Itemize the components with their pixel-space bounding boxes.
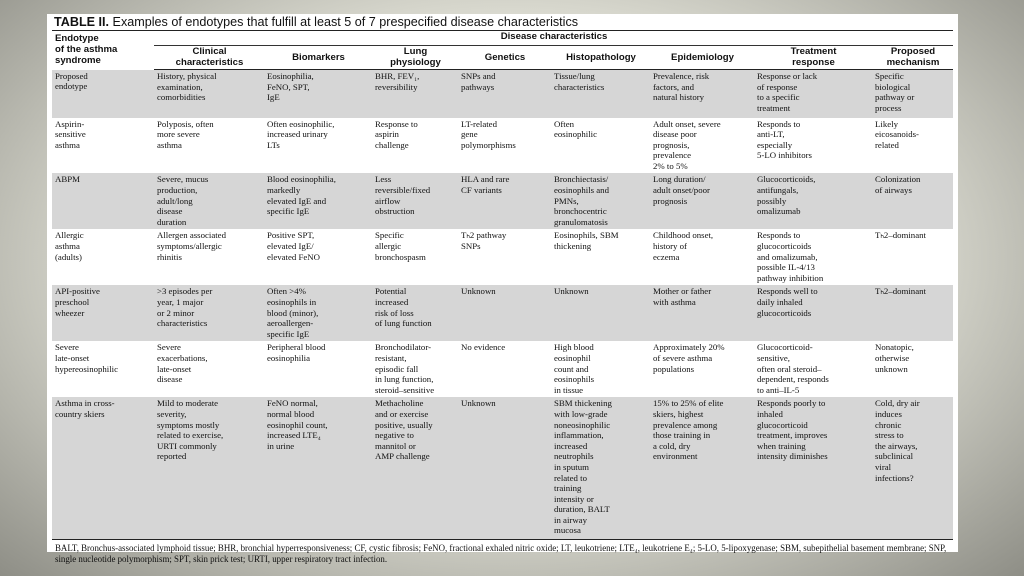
cell-biomarkers: Often >4% eosinophils in blood (minor), aeroallergen- specific IgE bbox=[264, 285, 372, 341]
table-row bbox=[52, 285, 953, 341]
table-row bbox=[52, 341, 953, 397]
cell-endotype: Severe late-onset hypereosinophilic bbox=[52, 341, 154, 397]
cell-proposed-mechanism: Specific biological pathway or process bbox=[872, 70, 953, 118]
cell-proposed-mechanism: Nonatopic, otherwise unknown bbox=[872, 341, 953, 397]
cell-lung-physiology: Potential increased risk of loss of lung function bbox=[372, 285, 458, 341]
cell-epidemiology: Childhood onset, history of eczema bbox=[650, 229, 754, 285]
cell-clinical: Allergen associated symptoms/allergic rhinitis bbox=[154, 229, 264, 285]
cell-treatment-response: Glucocorticoids, antifungals, possibly omalizumab bbox=[754, 173, 872, 229]
cell-proposed-mechanism: Tₕ2–dominant bbox=[872, 229, 953, 285]
cell-epidemiology: 15% to 25% of elite skiers, highest prevalence among those training in a cold, dry environment bbox=[650, 397, 754, 539]
cell-endotype: Allergic asthma (adults) bbox=[52, 229, 154, 285]
cell-epidemiology: Prevalence, risk factors, and natural history bbox=[650, 70, 754, 118]
table-row bbox=[52, 70, 953, 118]
header-endotype: Endotype of the asthma syndrome bbox=[55, 33, 118, 66]
cell-epidemiology: Approximately 20% of severe asthma populations bbox=[650, 341, 754, 397]
cell-epidemiology: Adult onset, severe disease poor prognosis, prevalence 2% to 5% bbox=[650, 118, 754, 174]
cell-lung-physiology: Methacholine and or exercise positive, usually negative to mannitol or AMP challenge bbox=[372, 397, 458, 539]
cell-biomarkers: Eosinophilia, FeNO, SPT, IgE bbox=[264, 70, 372, 118]
cell-genetics: No evidence bbox=[458, 341, 551, 397]
cell-clinical: Severe, mucus production, adult/long disease duration bbox=[154, 173, 264, 229]
cell-lung-physiology: Specific allergic bronchospasm bbox=[372, 229, 458, 285]
cell-proposed-mechanism: Cold, dry air induces chronic stress to the airways, subclinical viral infections? bbox=[872, 397, 953, 539]
cell-histopathology: Unknown bbox=[551, 285, 650, 341]
slide-page bbox=[47, 14, 958, 565]
cell-histopathology: Eosinophils, SBM thickening bbox=[551, 229, 650, 285]
header-proposed-mechanism: Proposed mechanism bbox=[872, 46, 953, 70]
cell-treatment-response: Responds to glucocorticoids and omalizumab, possible IL-4/13 pathway inhibition bbox=[754, 229, 872, 285]
cell-genetics: Unknown bbox=[458, 397, 551, 539]
endotype-table bbox=[52, 31, 953, 539]
cell-clinical: History, physical examination, comorbidities bbox=[154, 70, 264, 118]
cell-biomarkers: Often eosinophilic, increased urinary LTs bbox=[264, 118, 372, 174]
cell-histopathology: SBM thickening with low-grade noneosinophilic inflammation, increased neutrophils in sputum related to training intensity or duration, BALT in airway mucosa bbox=[551, 397, 650, 539]
header-genetics: Genetics bbox=[458, 46, 551, 70]
cell-proposed-mechanism: Likely eicosanoids- related bbox=[872, 118, 953, 174]
table-row bbox=[52, 118, 953, 174]
header-histopathology: Histopathology bbox=[551, 46, 650, 70]
cell-endotype: API-positive preschool wheezer bbox=[52, 285, 154, 341]
cell-endotype: Aspirin- sensitive asthma bbox=[52, 118, 154, 174]
cell-genetics: HLA and rare CF variants bbox=[458, 173, 551, 229]
cell-clinical: Severe exacerbations, late-onset disease bbox=[154, 341, 264, 397]
header-treatment-response: Treatment response bbox=[754, 46, 872, 70]
header-disease-characteristics: Disease characteristics bbox=[154, 31, 953, 46]
cell-treatment-response: Response or lack of response to a specific treatment bbox=[754, 70, 872, 118]
cell-biomarkers: FeNO normal, normal blood eosinophil count, increased LTE₄ in urine bbox=[264, 397, 372, 539]
cell-genetics: Tₕ2 pathway SNPs bbox=[458, 229, 551, 285]
cell-treatment-response: Responds poorly to inhaled glucocorticoid treatment, improves when training intensity diminishes bbox=[754, 397, 872, 539]
cell-biomarkers: Blood eosinophilia, markedly elevated IgE and specific IgE bbox=[264, 173, 372, 229]
cell-histopathology: Often eosinophilic bbox=[551, 118, 650, 174]
cell-histopathology: Tissue/lung characteristics bbox=[551, 70, 650, 118]
cell-genetics: SNPs and pathways bbox=[458, 70, 551, 118]
cell-clinical: >3 episodes per year, 1 major or 2 minor characteristics bbox=[154, 285, 264, 341]
table-row bbox=[52, 397, 953, 539]
table-title-text: Examples of endotypes that fulfill at least 5 of 7 prespecified disease characteristics bbox=[112, 15, 579, 29]
cell-histopathology: Bronchiectasis/ eosinophils and PMNs, bronchocentric granulomatosis bbox=[551, 173, 650, 229]
table-label: TABLE II. bbox=[54, 15, 110, 29]
header-lung-physiology: Lung physiology bbox=[372, 46, 458, 70]
cell-treatment-response: Responds well to daily inhaled glucocorticoids bbox=[754, 285, 872, 341]
cell-lung-physiology: BHR, FEV₁, reversibility bbox=[372, 70, 458, 118]
cell-histopathology: High blood eosinophil count and eosinophils in tissue bbox=[551, 341, 650, 397]
cell-endotype: ABPM bbox=[52, 173, 154, 229]
cell-genetics: LT-related gene polymorphisms bbox=[458, 118, 551, 174]
table-row bbox=[52, 173, 953, 229]
cell-lung-physiology: Less reversible/fixed airflow obstruction bbox=[372, 173, 458, 229]
cell-clinical: Polyposis, often more severe asthma bbox=[154, 118, 264, 174]
table-row bbox=[52, 229, 953, 285]
cell-clinical: Mild to moderate severity, symptoms mostly related to exercise, URTI commonly reported bbox=[154, 397, 264, 539]
cell-biomarkers: Positive SPT, elevated IgE/ elevated FeNO bbox=[264, 229, 372, 285]
header-biomarkers: Biomarkers bbox=[264, 46, 372, 70]
cell-biomarkers: Peripheral blood eosinophilia bbox=[264, 341, 372, 397]
cell-treatment-response: Glucocorticoid- sensitive, often oral steroid– dependent, responds to anti–IL-5 bbox=[754, 341, 872, 397]
cell-lung-physiology: Response to aspirin challenge bbox=[372, 118, 458, 174]
table-title bbox=[52, 14, 953, 30]
table-footnote: BALT, Bronchus-associated lymphoid tissue; BHR, bronchial hyperresponsiveness; CF, cystic fibrosis; FeNO, fractional exhaled nitric oxide; LT, leukotriene; LTE₄, leukotriene E₄; 5-LO, 5-lipoxygenase; SBM, subepithelial basement membrane; SNP, single nucleotide polymorphism; SPT, skin prick test; URTI, upper respiratory tract infection. bbox=[52, 539, 953, 565]
cell-treatment-response: Responds to anti-LT, especially 5-LO inhibitors bbox=[754, 118, 872, 174]
cell-lung-physiology: Bronchodilator- resistant, episodic fall in lung function, steroid–sensitive bbox=[372, 341, 458, 397]
cell-proposed-mechanism: Colonization of airways bbox=[872, 173, 953, 229]
cell-epidemiology: Long duration/ adult onset/poor prognosis bbox=[650, 173, 754, 229]
cell-proposed-mechanism: Tₕ2–dominant bbox=[872, 285, 953, 341]
cell-genetics: Unknown bbox=[458, 285, 551, 341]
cell-endotype: Asthma in cross- country skiers bbox=[52, 397, 154, 539]
header-epidemiology: Epidemiology bbox=[650, 46, 754, 70]
cell-endotype: Proposed endotype bbox=[52, 70, 154, 118]
header-clinical: Clinical characteristics bbox=[154, 46, 264, 70]
cell-epidemiology: Mother or father with asthma bbox=[650, 285, 754, 341]
